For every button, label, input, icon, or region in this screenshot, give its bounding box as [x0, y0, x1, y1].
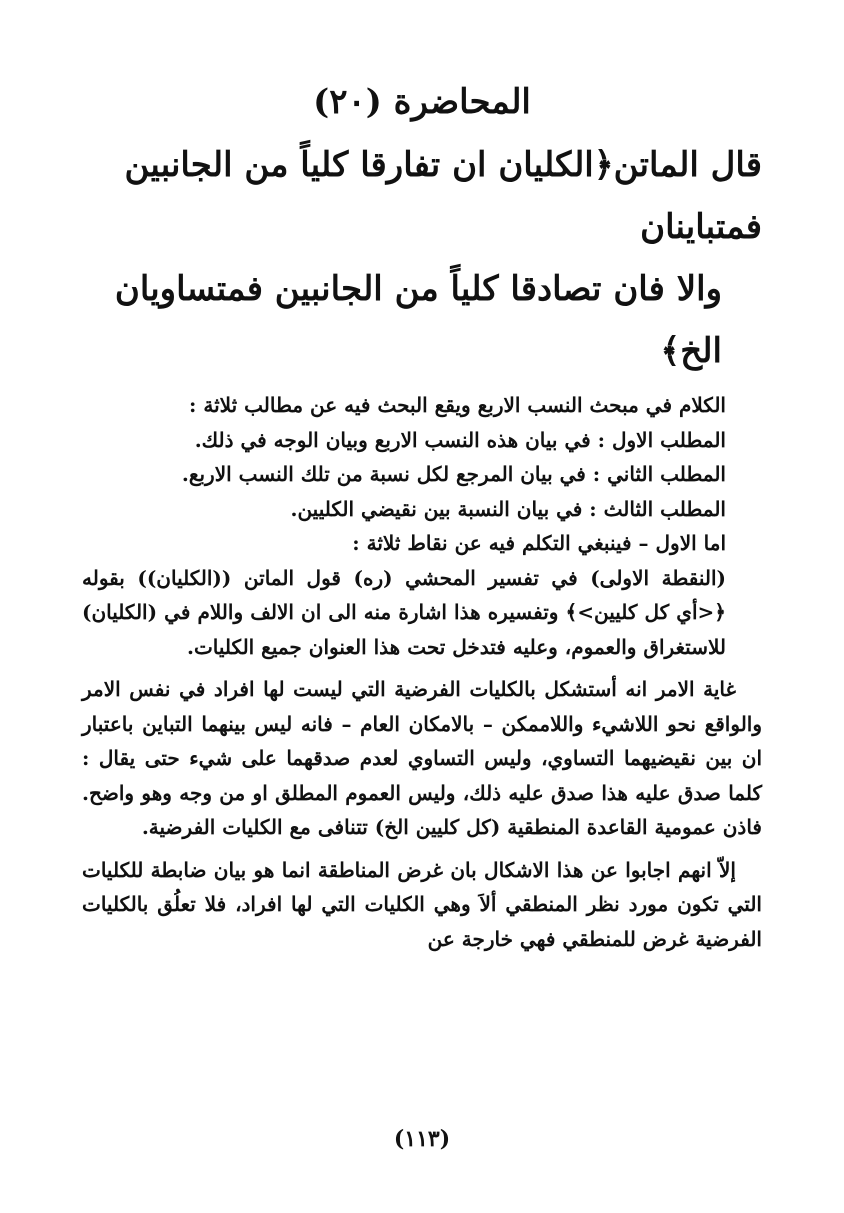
matn-quote	[82, 134, 762, 382]
page-number: (١١٣)	[393, 1126, 451, 1152]
paragraph-first-point: (النقطة الاولى) في تفسير المحشي (ره) قول الماتن ((الكليان)) بقوله ﴿<أي كل كليين>﴾ وتفسيره هذا اشارة منه الى ان الالف واللام في (الكليان) للاستغراق والعموم، وعليه فتدخل تحت هذا العنوان جميع الكليات.	[82, 565, 726, 659]
intro-lines	[82, 388, 762, 561]
intro-line: المطلب الثالث : في بيان النسبة بين نقيضي الكليين.	[290, 496, 726, 521]
paragraph-answer: إلاّ انهم اجابوا عن هذا الاشكال بان غرض المناطقة انما هو بيان ضابطة للكليات التي تكون مورد نظر المنطقي ألاَ وهي الكليات التي لها افراد، فلا تعلُق بالكليات الفرضية غرض للمنطقي فهي خارجة عن	[82, 857, 762, 951]
lecture-title: المحاضرة (٢٠)	[313, 82, 531, 122]
intro-line: المطلب الاول : في بيان هذه النسب الاربع وبيان الوجه في ذلك.	[194, 427, 726, 452]
intro-line: اما الاول – فينبغي التكلم فيه عن نقاط ثلاثة :	[352, 531, 726, 555]
matn-line-2: والا فان تصادقا كلياً من الجانبين فمتساويان الخ﴾	[114, 269, 722, 371]
intro-line: المطلب الثاني : في بيان المرجع لكل نسبة من تلك النسب الاربع.	[181, 462, 726, 486]
intro-line: الكلام في مبحث النسب الاربع ويقع البحث فيه عن مطالب ثلاثة :	[189, 393, 726, 417]
paragraph-objection: غاية الامر انه أستشكل بالكليات الفرضية التي ليست لها افراد في نفس الامر والواقع نحو اللاشيء واللاممكن – بالامكان العام – فانه ليس بينهما التباين باعتبار ان بين نقيضيهما التساوي، وليس التساوي لعدم صدقهما على شيء حتى يقال : كلما صدق عليه هذا صدق عليه ذلك، وليس العموم المطلق او من وجه وهو واضح. فاذن عمومية القاعدة المنطقية (كل كليين الخ) تتنافى مع الكليات الفرضية.	[82, 677, 762, 839]
matn-line-1: قال الماتن﴿الكليان ان تفارقا كلياً من الجانبين فمتباينان	[124, 145, 762, 247]
